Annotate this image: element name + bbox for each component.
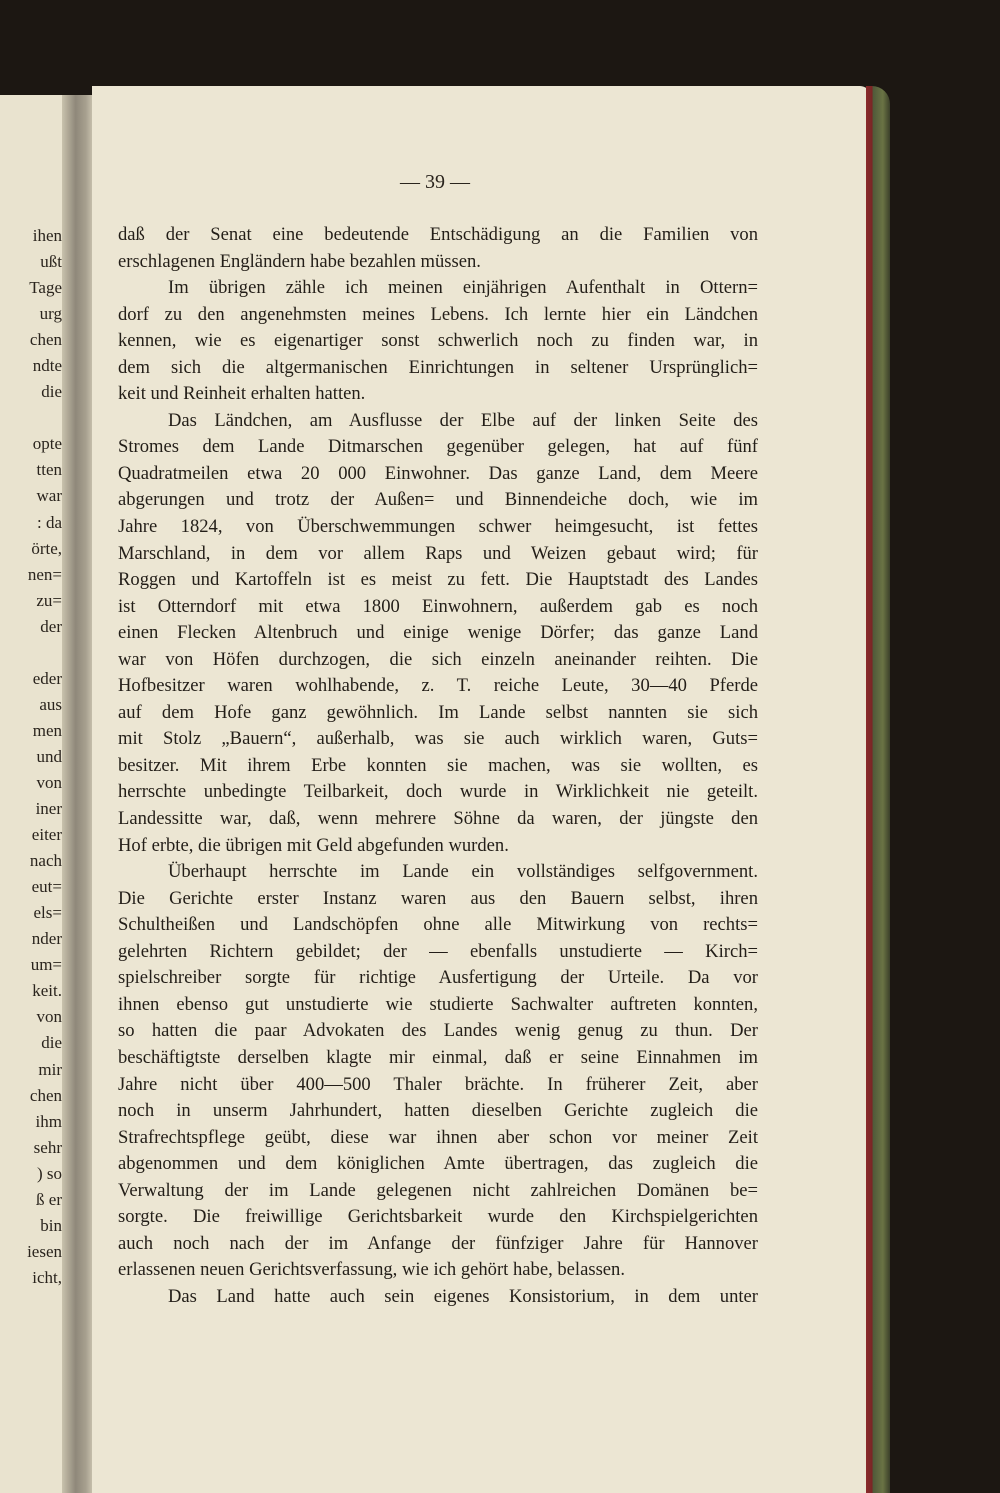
text-line: abgerungen und trotz der Außen= und Binnendeiche doch, wie im (118, 489, 758, 511)
text-line: beschäftigtste derselben klagte mir einmal, daß er seine Einnahmen im (118, 1046, 758, 1068)
text-line: abgenommen und dem königlichen Amte übertragen, das zugleich die (118, 1153, 758, 1175)
left-page-fragment: : da (36, 512, 62, 532)
text-line: Hofbesitzer waren wohlhabende, z. T. reiche Leute, 30—40 Pferde (118, 675, 758, 697)
left-page-text-fragments (0, 223, 66, 1291)
text-line: dorf zu den angenehmsten meines Lebens. Ich lernte hier ein Ländchen (118, 303, 758, 325)
text-line: herrschte unbedingte Teilbarkeit, doch wurde in Wirklichkeit nie geteilt. (118, 781, 758, 803)
left-page-fragment: die (41, 1033, 62, 1053)
left-page-fragment: chen (29, 1085, 62, 1105)
text-line: war von Höfen durchzogen, die sich einzeln aneinander reihten. Die (118, 648, 758, 670)
left-page-fragment: ußt (40, 252, 62, 272)
left-page-fragment: opte (32, 434, 62, 454)
text-line: Jahre 1824, von Überschwemmungen schwer heimgesucht, ist fettes (118, 516, 758, 538)
text-line: Jahre nicht über 400—500 Thaler brächte. In früherer Zeit, aber (118, 1073, 758, 1095)
text-line: noch in unserm Jahrhundert, hatten dieselben Gerichte zugleich die (118, 1100, 758, 1122)
left-page-edge (0, 95, 66, 1493)
left-page-fragment: eiter (31, 825, 62, 845)
left-page-fragment: ) so (36, 1163, 62, 1183)
left-page-fragment: bin (40, 1215, 62, 1235)
left-page-fragment: zu= (36, 590, 62, 610)
left-page-fragment: nach (29, 851, 62, 871)
text-line: Die Gerichte erster Instanz waren aus den Bauern selbst, ihren (118, 887, 758, 909)
text-line: dem sich die altgermanischen Einrichtungen in seltener Ursprünglich= (118, 356, 758, 378)
left-page-fragment: iesen (27, 1241, 62, 1261)
text-line: gelehrten Richtern gebildet; der — ebenfalls unstudierte — Kirch= (118, 940, 758, 962)
book-cover-edge (866, 86, 890, 1493)
left-page-fragment: Tage (29, 278, 62, 298)
book-gutter (62, 95, 96, 1493)
left-page-fragment: aus (39, 694, 62, 714)
text-line: ihnen ebenso gut unstudierte wie studierte Sachwalter auftreten konnten, (118, 993, 758, 1015)
left-page-fragment: iner (35, 799, 62, 819)
left-page-fragment: war (36, 486, 62, 506)
text-line: daß der Senat eine bedeutende Entschädigung an die Familien von (118, 224, 758, 245)
text-line: kennen, wie es eigenartiger sonst schwerlich noch zu finden war, in (118, 330, 758, 352)
text-line: mit Stolz „Bauern“, außerhalb, was sie auch wirklich waren, Guts= (118, 728, 758, 750)
text-line: Das Ländchen, am Ausflusse der Elbe auf der linken Seite des (168, 409, 758, 431)
text-line: Im übrigen zähle ich meinen einjährigen Aufenthalt in Ottern= (168, 277, 758, 299)
text-line: Strafrechtspflege geübt, diese war ihnen aber schon vor meiner Zeit (118, 1126, 758, 1148)
left-page-fragment: und (36, 746, 62, 766)
left-page-fragment: tten (36, 460, 62, 480)
left-page-fragment: els= (33, 903, 62, 923)
left-page-fragment: urg (39, 304, 62, 324)
text-line: auch noch nach der im Anfange der fünfziger Jahre für Hannover (118, 1232, 758, 1254)
left-page-fragment: eder (32, 668, 62, 688)
text-line: einen Flecken Altenbruch und einige wenige Dörfer; das ganze Land (118, 622, 758, 644)
left-page-fragment: von (36, 1007, 62, 1027)
left-page-fragment: nen= (27, 564, 62, 584)
text-line: spielschreiber sorgte für richtige Ausfertigung der Urteile. Da vor (118, 967, 758, 989)
text-line: Quadratmeilen etwa 20 000 Einwohner. Das ganze Land, dem Meere (118, 462, 758, 484)
text-line: Das Land hatte auch sein eigenes Konsistorium, in dem unter (168, 1285, 758, 1307)
text-line: erlassenen neuen Gerichtsverfassung, wie ich gehört habe, belassen. (118, 1259, 626, 1281)
left-page-fragment: eut= (31, 877, 62, 897)
text-line: Stromes dem Lande Ditmarschen gegenüber gelegen, hat auf fünf (118, 436, 758, 458)
text-line: Roggen und Kartoffeln ist es meist zu fett. Die Hauptstadt des Landes (118, 569, 758, 591)
left-page-fragment (0, 405, 66, 431)
text-line: Landessitte war, daß, wenn mehrere Söhne da waren, der jüngste den (118, 808, 758, 830)
text-line: auf dem Hofe ganz gewöhnlich. Im Lande selbst nannten sie sich (118, 701, 758, 723)
text-line: Schultheißen und Landschöpfen ohne alle Mitwirkung von rechts= (118, 914, 758, 936)
text-line: Marschland, in dem vor allem Raps und Weizen gebaut wird; für (118, 542, 758, 564)
left-page-fragment: men (32, 720, 62, 740)
body-text (118, 222, 758, 1310)
text-line: keit und Reinheit erhalten hatten. (118, 383, 366, 405)
text-line: besitzer. Mit ihrem Erbe konnten sie machen, was sie wollten, es (118, 754, 758, 776)
text-line: ist Otterndorf mit etwa 1800 Einwohnern, außerdem gab es noch (118, 595, 758, 617)
text-line: Hof erbte, die übrigen mit Geld abgefunden wurden. (118, 834, 509, 856)
left-page-fragment: sehr (33, 1137, 62, 1157)
left-page-fragment: icht, (32, 1267, 62, 1287)
left-page-fragment: nder (31, 929, 62, 949)
left-page-fragment: um= (30, 955, 62, 975)
left-page-fragment: der (40, 616, 62, 636)
left-page-fragment: ndte (32, 356, 62, 376)
left-page-fragment: örte, (31, 538, 62, 558)
left-page-fragment: die (41, 382, 62, 402)
text-line: erschlagenen Engländern habe bezahlen müssen. (118, 250, 481, 272)
text-line: Verwaltung der im Lande gelegenen nicht zahlreichen Domänen be= (118, 1179, 758, 1201)
page-number: — 39 — (400, 171, 470, 193)
left-page-fragment: ihm (35, 1111, 62, 1131)
left-page-fragment: ihen (32, 226, 62, 245)
text-line: sorgte. Die freiwillige Gerichtsbarkeit wurde den Kirchspielgerichten (118, 1206, 758, 1228)
left-page-fragment: chen (29, 330, 62, 350)
left-page-fragment: von (36, 772, 62, 792)
left-page-fragment (0, 640, 66, 666)
text-line: so hatten die paar Advokaten des Landes wenig genug zu thun. Der (118, 1020, 758, 1042)
left-page-fragment: ß er (36, 1189, 62, 1209)
text-line: Überhaupt herrschte im Lande ein vollständiges selfgovernment. (168, 861, 758, 883)
left-page-fragment: mir (38, 1059, 62, 1079)
left-page-fragment: keit. (32, 981, 62, 1001)
